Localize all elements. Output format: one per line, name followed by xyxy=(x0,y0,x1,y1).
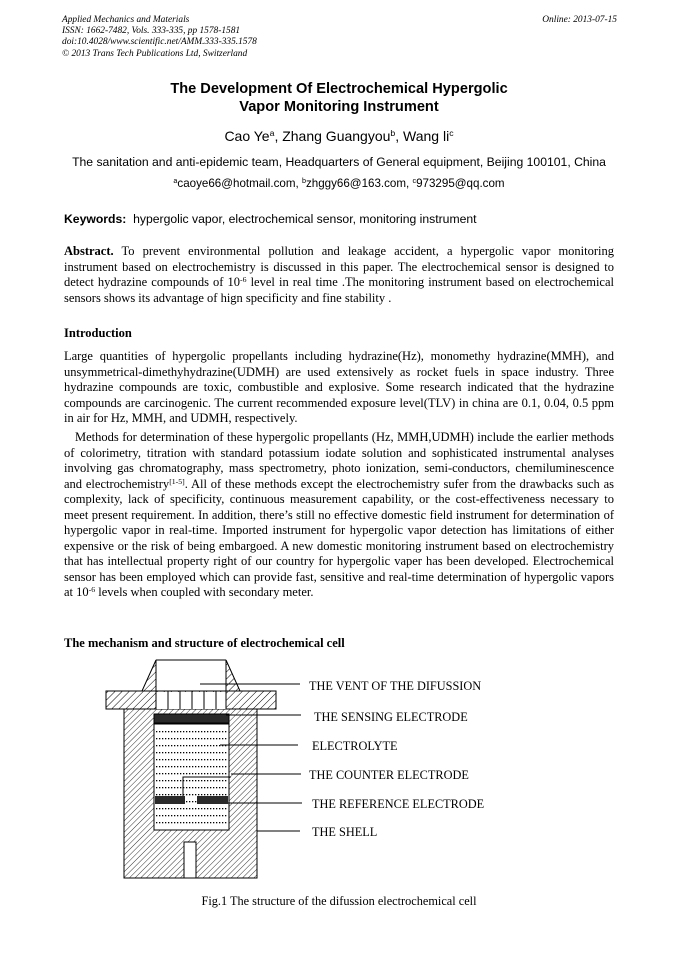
author-name: Zhang Guangyou xyxy=(282,128,391,144)
intro-p2-exponent: -6 xyxy=(88,584,96,594)
bottom-port xyxy=(184,842,196,878)
author-mark: c xyxy=(449,128,454,139)
author-name: Wang li xyxy=(403,128,450,144)
keywords-label: Keywords: xyxy=(64,212,127,226)
intro-p2-text-2: . All of these methods except the electrochemistry sufer from the drawbacks such as complexity, lack of specificity, continuous measurement capability, or the cost-effectiveness necessary to meet present requirement. In addition, there’s still no effective domestic field instrument for determination of hypergolic vapor in real-time. Imported instrument for hypergolic vapor detection has limitations of either expensive or the risk of being embargoed. A new domestic monitoring instrument based on electrochemistry that has intellectual property right of our country for hypergolic vaper has been developed. Electrochemical sensor has been employed which can provide fast, sensitive and real-time determination of hypergolic vapors at 10 xyxy=(64,476,614,599)
label-reference-electrode: THE REFERENCE ELECTRODE xyxy=(312,797,485,811)
funnel-right-wall xyxy=(226,660,240,691)
introduction-heading: Introduction xyxy=(64,326,132,340)
intro-paragraph-1: Large quantities of hypergolic propellants including hydrazine(Hz), monomethy hydrazine(MMH), and unsymmetrical-dimethyhydrazine(UDMH) are used extensively as rocket fuels in space industry. Three hydrazine compounds are toxic, combustible and explosive. Some research indicated that the hydrazine compounds are carcinogenic. The current recommended exposure level(TLV) in china are 0.1, 0.04, 0.5 ppm in air for Hz, MMH, and UDMH, respectively. xyxy=(64,349,614,425)
journal-name: Applied Mechanics and Materials xyxy=(62,15,190,25)
funnel-bg xyxy=(142,660,240,691)
label-sensing-electrode: THE SENSING ELECTRODE xyxy=(314,710,468,724)
title-line-1: The Development Of Electrochemical Hypergolic xyxy=(170,81,508,97)
email-mark: a xyxy=(173,176,178,186)
abstract-exponent: -6 xyxy=(240,274,247,284)
email-address: zhggy66@163.com xyxy=(305,177,407,190)
figure-caption: Fig.1 The structure of the difussion electrochemical cell xyxy=(201,894,477,908)
email-list: $^a$caoye66@hotmail.com, $^b$zhggy66@163.com, $^c$973295@qq.com xyxy=(173,176,505,190)
doi-line: doi:10.4028/www.scientific.net/AMM.333-335.1578 xyxy=(62,37,257,48)
issn-line: ISSN: 1662-7482, Vols. 333-335, pp 1578-1581 xyxy=(62,26,241,37)
intro-p2-text-1: Methods for determination of these hypergolic propellants (Hz, MMH,UDMH) include the earlier methods of colorimetry, titration with standard potassium iodate solution and sophisticated instrumental analyses involving gas chromatography, mass spectrometry, photo ionization, semi-conductors, chemiluminescence and electrochemistry xyxy=(64,430,614,491)
intro-p2-text-3: levels when coupled with secondary meter. xyxy=(95,585,314,599)
sensing-electrode xyxy=(154,714,229,723)
author-name: Cao Ye xyxy=(224,128,270,144)
title-line-2: Vapor Monitoring Instrument xyxy=(239,99,439,115)
email-mark: b xyxy=(301,176,306,186)
author-list: Cao Ye$^a$, Zhang Guangyou$^b$, Wang $li^c$ xyxy=(224,128,454,144)
mechanism-heading: The mechanism and structure of electrochemical cell xyxy=(64,636,345,650)
abstract-label: Abstract. xyxy=(64,244,114,258)
affiliation: The sanitation and anti-epidemic team, Headquarters of General equipment, Beijing 100101, China xyxy=(72,155,606,169)
keywords-text: hypergolic vapor, electrochemical sensor, monitoring instrument xyxy=(133,212,477,226)
label-shell: THE SHELL xyxy=(312,825,378,839)
counter-electrode-right xyxy=(197,796,228,804)
counter-electrode-left xyxy=(155,796,185,804)
online-date: Online: 2013-07-15 xyxy=(542,15,617,25)
copyright-line: © 2013 Trans Tech Publications Ltd, Switzerland xyxy=(62,48,248,59)
author-mark: b xyxy=(390,128,396,139)
label-electrolyte: ELECTROLYTE xyxy=(312,739,398,753)
citation-ref: [1-5] xyxy=(169,476,185,486)
abstract-text-1: To prevent environmental pollution and leakage accident, a hypergolic vapor monitoring instrument based on electrochemistry is discussed in this paper. The electrochemical sensor is designed to detect hydrazine compounds of 10 xyxy=(64,244,614,289)
email-address: caoye66@hotmail.com xyxy=(177,177,296,190)
funnel-left-wall xyxy=(142,660,156,691)
abstract-text-2: level in real time .The monitoring instrument based on electrochemical sensors shows its advantage of hign specificity and fine stability . xyxy=(64,275,614,305)
label-vent: THE VENT OF THE DIFUSSION xyxy=(309,679,482,693)
label-counter-electrode: THE COUNTER ELECTRODE xyxy=(309,768,469,782)
email-address: 973295@qq.com xyxy=(416,177,505,190)
email-mark: c xyxy=(412,176,417,186)
author-mark: a xyxy=(269,128,275,139)
